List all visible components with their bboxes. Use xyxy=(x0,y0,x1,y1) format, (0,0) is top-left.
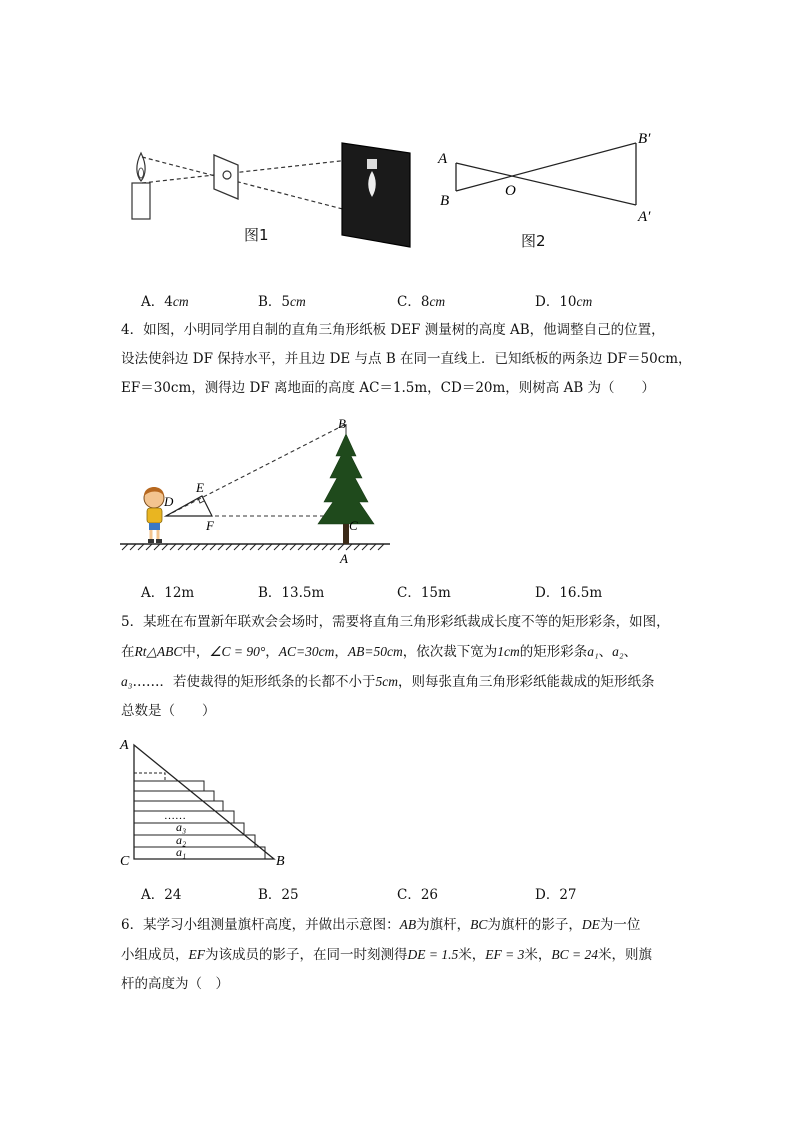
point-B-prime: B′ xyxy=(638,131,651,147)
point-A: A xyxy=(438,151,448,167)
point-B: B xyxy=(440,193,450,209)
point-C: C xyxy=(120,854,130,869)
similar-triangles-figure xyxy=(430,125,670,235)
option-d[interactable]: D．27 xyxy=(535,887,577,903)
right-triangle-strips-figure xyxy=(118,735,298,870)
option-c[interactable]: C．8cm xyxy=(397,294,446,310)
option-b[interactable]: B．13.5m xyxy=(258,585,325,601)
figure1-caption: 图1 xyxy=(244,226,269,244)
point-D: D xyxy=(164,494,174,509)
question-4-text: 4．如图，小明同学用自制的直角三角形纸板 DEF 测量树的高度 AB，他调整自己的位置， 设法使斜边 DF 保持水平，并且边 DE 与点 B 在同一直线上．已知纸板的两条边 DF＝50cm， EF＝30cm，测得边 DF 离地面的高度 AC＝1.5m，CD＝20m，则树高 AB 为（ ） xyxy=(121,322,692,396)
option-b[interactable]: B．5cm xyxy=(258,294,306,310)
option-a[interactable]: A．12m xyxy=(141,585,195,601)
point-F: F xyxy=(206,518,214,533)
option-a[interactable]: A．24 xyxy=(141,887,182,903)
option-c[interactable]: C．26 xyxy=(397,887,439,903)
option-a[interactable]: A．4cm xyxy=(141,294,189,310)
strip-a3-label: a₃ xyxy=(176,820,187,834)
question-5-text: 5．某班在布置新年联欢会会场时，需要将直角三角形彩纸裁成长度不等的矩形彩条，如图， 在Rt△ABC中，∠C = 90°，AC=30cm，AB=50cm，依次裁下宽为1cm的矩形彩条a₁、a₂、 a₃……．若使裁得的矩形纸条的长都不小于5cm，则每张直角三角形彩纸能裁成的矩形纸条 总数是（ ） xyxy=(121,614,670,719)
option-c[interactable]: C．15m xyxy=(397,585,451,601)
pinhole-figure xyxy=(120,135,420,255)
tree xyxy=(318,424,374,544)
option-b[interactable]: B．25 xyxy=(258,887,299,903)
point-A: A xyxy=(340,551,348,566)
strip-dots: …… xyxy=(164,810,186,822)
point-O: O xyxy=(505,183,516,199)
screen xyxy=(342,143,410,247)
option-d[interactable]: D．10cm xyxy=(535,294,593,310)
point-C: C xyxy=(349,518,358,533)
point-B: B xyxy=(338,416,346,431)
candle-body xyxy=(132,183,150,219)
boy-figure xyxy=(144,487,164,543)
option-d[interactable]: D．16.5m xyxy=(535,585,603,601)
point-A-prime: A′ xyxy=(638,209,651,225)
tree-measurement-figure xyxy=(118,410,398,570)
strip-a1-label: a₁ xyxy=(176,845,187,859)
point-E: E xyxy=(196,480,204,495)
strip-a2-label: a₂ xyxy=(176,833,187,847)
figure2-caption: 图2 xyxy=(521,232,546,250)
question-6-text: 6．某学习小组测量旗杆高度，并做出示意图：AB为旗杆，BC为旗杆的影子，DE为一位 小组成员，EF为该成员的影子，在同一时刻测得DE = 1.5米，EF = 3米，BC = 24米，则旗 杆的高度为（ ） xyxy=(121,917,652,992)
point-B: B xyxy=(276,854,285,869)
point-A: A xyxy=(120,738,129,753)
